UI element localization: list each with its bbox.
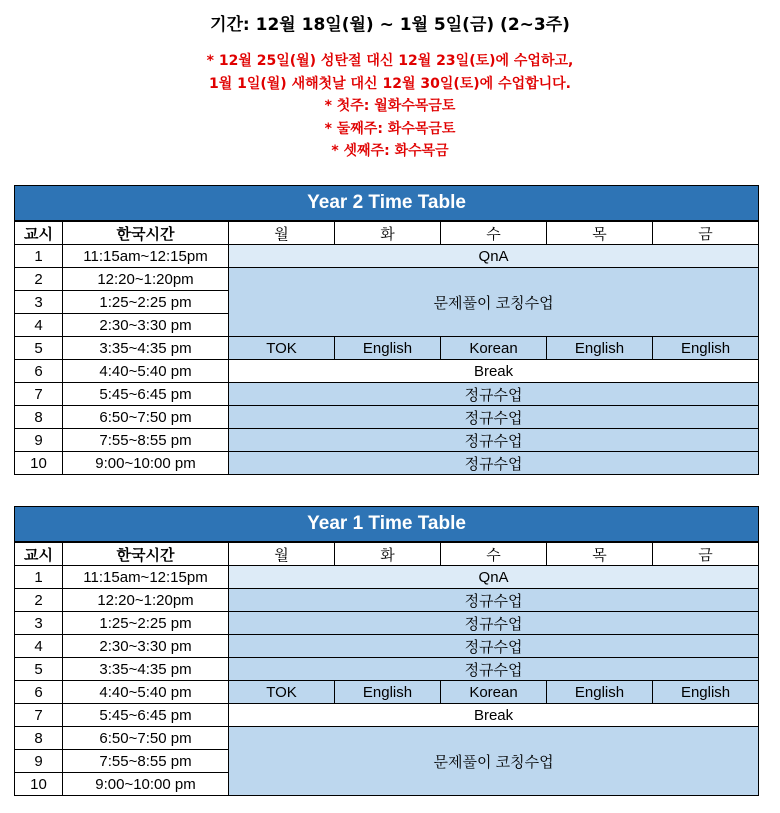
regular-class-cell: 정규수업 — [229, 612, 759, 635]
time-cell: 9:00~10:00 pm — [63, 452, 229, 475]
table-row — [15, 452, 759, 475]
time-cell: 11:15am~12:15pm — [63, 566, 229, 589]
regular-class-cell: 정규수업 — [229, 406, 759, 429]
table-row — [15, 658, 759, 681]
note-line: * 셋째주: 화수목금 — [331, 143, 449, 159]
time-cell: 2:30~3:30 pm — [63, 635, 229, 658]
table-row — [15, 635, 759, 658]
qna-cell: QnA — [229, 245, 759, 268]
period-number: 5 — [15, 658, 63, 681]
period-number: 5 — [15, 337, 63, 360]
time-cell: 4:40~5:40 pm — [63, 360, 229, 383]
time-cell: 9:00~10:00 pm — [63, 773, 229, 796]
time-cell: 7:55~8:55 pm — [63, 429, 229, 452]
subject-cell: English — [547, 337, 653, 360]
period-number: 10 — [15, 452, 63, 475]
time-cell: 12:20~1:20pm — [63, 268, 229, 291]
col-day: 수 — [441, 542, 547, 566]
time-cell: 3:35~4:35 pm — [63, 658, 229, 681]
table-row — [15, 589, 759, 612]
time-cell: 6:50~7:50 pm — [63, 727, 229, 750]
regular-class-cell: 정규수업 — [229, 452, 759, 475]
period-heading: 기간: 12월 18일(월) ~ 1월 5일(금) (2~3주) — [210, 15, 570, 35]
period-number: 8 — [15, 727, 63, 750]
subject-cell: English — [335, 681, 441, 704]
subject-cell: English — [335, 337, 441, 360]
table-row — [15, 337, 759, 360]
col-period: 교시 — [15, 542, 63, 566]
subject-cell: Korean — [441, 681, 547, 704]
coaching-cell: 문제풀이 코칭수업 — [229, 727, 759, 796]
header-row — [15, 221, 759, 245]
period-number: 1 — [15, 245, 63, 268]
time-cell: 7:55~8:55 pm — [63, 750, 229, 773]
table-row — [15, 268, 759, 291]
table-title: Year 2 Time Table — [15, 186, 759, 222]
period-number: 3 — [15, 291, 63, 314]
period-number: 4 — [15, 635, 63, 658]
col-day: 금 — [653, 221, 759, 245]
table-row — [15, 406, 759, 429]
note-line: * 첫주: 월화수목금토 — [324, 98, 456, 114]
period-number: 8 — [15, 406, 63, 429]
subject-cell: English — [653, 681, 759, 704]
regular-class-cell: 정규수업 — [229, 589, 759, 612]
period-number: 3 — [15, 612, 63, 635]
time-cell: 4:40~5:40 pm — [63, 681, 229, 704]
col-day: 화 — [335, 542, 441, 566]
subject-cell: English — [547, 681, 653, 704]
col-day: 화 — [335, 221, 441, 245]
table-row — [15, 681, 759, 704]
period-number: 6 — [15, 681, 63, 704]
col-time: 한국시간 — [63, 542, 229, 566]
col-day: 수 — [441, 221, 547, 245]
regular-class-cell: 정규수업 — [229, 383, 759, 406]
table-row — [15, 566, 759, 589]
table-row — [15, 429, 759, 452]
time-cell: 1:25~2:25 pm — [63, 612, 229, 635]
table-row — [15, 612, 759, 635]
note-line: * 둘째주: 화수목금토 — [324, 120, 456, 137]
period-number: 7 — [15, 383, 63, 406]
regular-class-cell: 정규수업 — [229, 429, 759, 452]
time-cell: 12:20~1:20pm — [63, 589, 229, 612]
period-number: 9 — [15, 750, 63, 773]
schedule-notes — [0, 50, 780, 163]
time-cell: 2:30~3:30 pm — [63, 314, 229, 337]
break-cell: Break — [229, 360, 759, 383]
col-day: 월 — [229, 542, 335, 566]
table-row — [15, 704, 759, 727]
header-row — [15, 542, 759, 566]
time-cell: 5:45~6:45 pm — [63, 383, 229, 406]
period-number: 1 — [15, 566, 63, 589]
table-row — [15, 360, 759, 383]
col-period: 교시 — [15, 221, 63, 245]
year1-timetable — [14, 506, 759, 796]
subject-cell: Korean — [441, 337, 547, 360]
period-number: 6 — [15, 360, 63, 383]
col-day: 목 — [547, 221, 653, 245]
note-line: 1월 1일(월) 새해첫날 대신 12월 30일(토)에 수업합니다. — [208, 75, 572, 92]
time-cell: 5:45~6:45 pm — [63, 704, 229, 727]
subject-cell: TOK — [229, 681, 335, 704]
qna-cell: QnA — [229, 566, 759, 589]
table-row — [15, 245, 759, 268]
col-day: 월 — [229, 221, 335, 245]
regular-class-cell: 정규수업 — [229, 635, 759, 658]
period-number: 7 — [15, 704, 63, 727]
period-number: 2 — [15, 268, 63, 291]
time-cell: 11:15am~12:15pm — [63, 245, 229, 268]
period-number: 10 — [15, 773, 63, 796]
period-number: 9 — [15, 429, 63, 452]
coaching-cell: 문제풀이 코칭수업 — [229, 268, 759, 337]
subject-cell: English — [653, 337, 759, 360]
time-cell: 3:35~4:35 pm — [63, 337, 229, 360]
subject-cell: TOK — [229, 337, 335, 360]
year2-timetable — [14, 185, 759, 475]
table-row — [15, 727, 759, 750]
col-day: 목 — [547, 542, 653, 566]
regular-class-cell: 정규수업 — [229, 658, 759, 681]
break-cell: Break — [229, 704, 759, 727]
col-time: 한국시간 — [63, 221, 229, 245]
time-cell: 1:25~2:25 pm — [63, 291, 229, 314]
col-day: 금 — [653, 542, 759, 566]
table-title: Year 1 Time Table — [15, 507, 759, 543]
time-cell: 6:50~7:50 pm — [63, 406, 229, 429]
table-row — [15, 383, 759, 406]
note-line: * 12월 25일(월) 성탄절 대신 12월 23일(토)에 수업하고, — [206, 53, 574, 69]
period-number: 4 — [15, 314, 63, 337]
period-number: 2 — [15, 589, 63, 612]
